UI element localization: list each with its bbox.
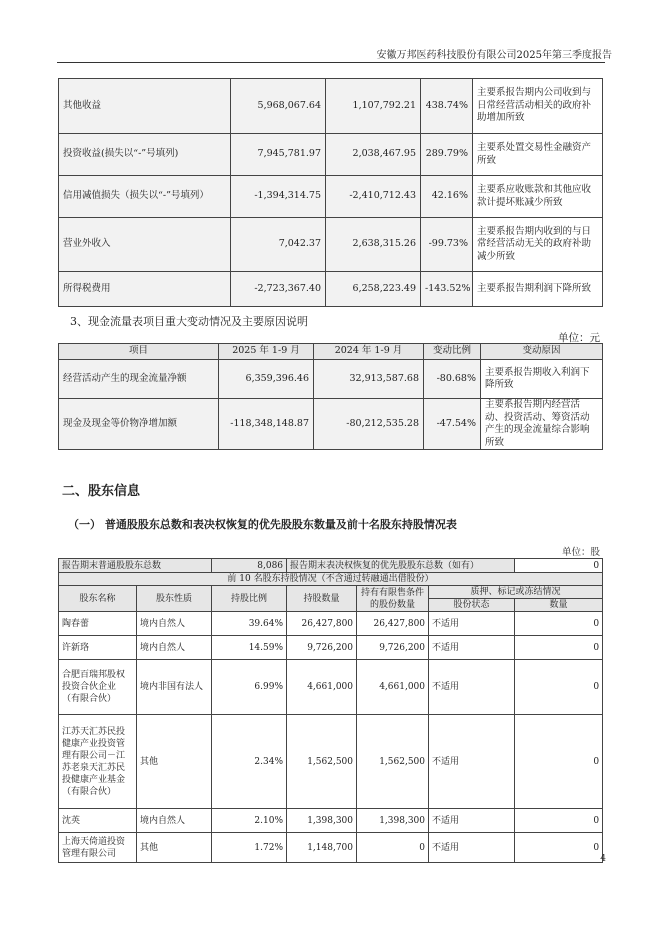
row-item: 投资收益(损失以“-”号填列): [59, 134, 231, 176]
row-current: -2,723,367.40: [231, 272, 326, 307]
table-row: [59, 833, 603, 863]
row-reason: 主要系报告期内经营活动、投资活动、筹资活动产生的现金流量综合影响所致: [481, 399, 603, 450]
row-item: 经营活动产生的现金流量净额: [59, 360, 219, 399]
col-header: 股东名称: [59, 586, 137, 612]
row-item: 所得税费用: [59, 272, 231, 307]
table-row: [59, 660, 603, 715]
row-change: -47.54%: [424, 399, 481, 450]
shareholder-ratio: 2.34%: [212, 715, 287, 809]
table-row: [59, 715, 603, 809]
shareholder-nature: 其他: [137, 715, 212, 809]
shareholder-name: 沈英: [59, 809, 137, 833]
unit-label: 单位：股: [561, 547, 600, 558]
table-row: [59, 218, 603, 272]
row-current: 5,968,067.64: [231, 79, 326, 134]
shareholder-status: 不适用: [429, 612, 515, 636]
shareholder-count: 0: [515, 660, 603, 715]
col-header: 变动比例: [424, 344, 481, 360]
shareholder-name: 合肥百瑞邦股权投资合伙企业（有限合伙）: [59, 660, 137, 715]
row-change: 289.79%: [421, 134, 473, 176]
shareholder-nature: 境内自然人: [137, 809, 212, 833]
col-header: 股份状态: [429, 599, 515, 612]
row-current: -1,394,314.75: [231, 176, 326, 218]
section-title: 二、股东信息: [62, 484, 141, 499]
col-header: 项目: [59, 344, 219, 360]
shareholder-count: 0: [515, 612, 603, 636]
col-header: 2024 年 1-9 月: [314, 344, 424, 360]
shareholder-qty: 26,427,800: [287, 612, 357, 636]
shareholder-name: 上海天倚道投资管理有限公司: [59, 833, 137, 863]
row-item: 现金及现金等价物净增加额: [59, 399, 219, 450]
row-reason: 主要系报告期内公司收到与日常经营活动相关的政府补助增加所致: [473, 79, 603, 134]
shareholder-restricted: 26,427,800: [357, 612, 429, 636]
shareholder-nature: 境内自然人: [137, 612, 212, 636]
row-prior: 6,258,223.49: [326, 272, 421, 307]
shareholder-status: 不适用: [429, 636, 515, 660]
row-reason: 主要系报告期收入利润下降所致: [481, 360, 603, 399]
shareholder-count: 0: [515, 636, 603, 660]
table-row: [59, 176, 603, 218]
table-row: [59, 272, 603, 307]
table-row: [59, 134, 603, 176]
shareholder-status: 不适用: [429, 715, 515, 809]
shareholder-restricted: 0: [357, 833, 429, 863]
shareholder-qty: 4,661,000: [287, 660, 357, 715]
unit-label: 单位：元: [558, 332, 600, 344]
col-header: 持股数量: [287, 586, 357, 612]
row-reason: 主要系报告期利润下降所致: [473, 272, 603, 307]
table-row: [59, 636, 603, 660]
caption-row: [59, 573, 603, 586]
table-row: [59, 360, 603, 399]
row-reason: 主要系应收账款和其他应收款计提坏账减少所致: [473, 176, 603, 218]
row-change: 42.16%: [421, 176, 473, 218]
row-item: 信用减值损失（损失以“-”号填列）: [59, 176, 231, 218]
col-header: 持有有限售条件的股份数量: [357, 586, 429, 612]
shareholder-name: 许新珞: [59, 636, 137, 660]
shareholder-nature: 其他: [137, 833, 212, 863]
shareholder-qty: 9,726,200: [287, 636, 357, 660]
shareholder-nature: 境内自然人: [137, 636, 212, 660]
row-current: 7,042.37: [231, 218, 326, 272]
table-row: [59, 809, 603, 833]
table-row: [59, 399, 603, 450]
subsection-title: （一） 普通股股东总数和表决权恢复的优先股股东数量及前十名股东持股情况表: [68, 518, 457, 531]
row-current: 7,945,781.97: [231, 134, 326, 176]
income-variance-table: [58, 78, 603, 307]
row-change: -80.68%: [424, 360, 481, 399]
shareholder-ratio: 1.72%: [212, 833, 287, 863]
row-change: -143.52%: [421, 272, 473, 307]
shareholder-ratio: 2.10%: [212, 809, 287, 833]
col-header: 2025 年 1-9 月: [219, 344, 314, 360]
table-row: [59, 612, 603, 636]
row-change: 438.74%: [421, 79, 473, 134]
pref-shareholders-value: 0: [515, 559, 603, 573]
table-header-row: [59, 586, 603, 599]
total-shareholders-value: 8,086: [212, 559, 287, 573]
page-number: 4: [600, 854, 606, 864]
shareholder-status: 不适用: [429, 809, 515, 833]
header-rule: [57, 62, 605, 63]
shareholder-name: 江苏天汇苏民投健康产业投资管理有限公司－江苏老泉天汇苏民投健康产业基金（有限合伙）: [59, 715, 137, 809]
total-shareholders-label: 报告期末普通股股东总数: [59, 559, 212, 573]
section-3-title: 3、现金流量表项目重大变动情况及主要原因说明: [70, 315, 308, 328]
row-prior: -2,410,712.43: [326, 176, 421, 218]
shareholder-restricted: 1,562,500: [357, 715, 429, 809]
col-header: 持股比例: [212, 586, 287, 612]
shareholder-count: 0: [515, 715, 603, 809]
pref-shareholders-label: 报告期末表决权恢复的优先股股东总数（如有）: [287, 559, 515, 573]
row-item: 其他收益: [59, 79, 231, 134]
row-prior: 32,913,587.68: [314, 360, 424, 399]
shareholder-qty: 1,562,500: [287, 715, 357, 809]
shareholder-qty: 1,398,300: [287, 809, 357, 833]
table-header-row: [59, 344, 603, 360]
row-prior: 1,107,792.21: [326, 79, 421, 134]
row-item: 营业外收入: [59, 218, 231, 272]
row-reason: 主要系报告期内收到的与日常经营活动无关的政府补助减少所致: [473, 218, 603, 272]
shareholder-qty: 1,148,700: [287, 833, 357, 863]
shareholder-ratio: 14.59%: [212, 636, 287, 660]
shareholder-nature: 境内非国有法人: [137, 660, 212, 715]
summary-row: [59, 559, 603, 573]
col-header: 变动原因: [481, 344, 603, 360]
col-header: 数量: [515, 599, 603, 612]
shareholder-status: 不适用: [429, 660, 515, 715]
row-reason: 主要系处置交易性金融资产所致: [473, 134, 603, 176]
row-prior: 2,038,467.95: [326, 134, 421, 176]
shareholder-restricted: 4,661,000: [357, 660, 429, 715]
report-header: 安徽万邦医药科技股份有限公司2025年第三季度报告: [376, 50, 612, 61]
row-current: 6,359,396.46: [219, 360, 314, 399]
col-header: 股东性质: [137, 586, 212, 612]
shareholder-name: 陶春蕾: [59, 612, 137, 636]
row-prior: -80,212,535.28: [314, 399, 424, 450]
shareholder-status: 不适用: [429, 833, 515, 863]
shareholder-ratio: 6.99%: [212, 660, 287, 715]
shareholder-table: [58, 558, 603, 863]
col-header: 质押、标记或冻结情况: [429, 586, 603, 599]
row-current: -118,348,148.87: [219, 399, 314, 450]
shareholder-count: 0: [515, 833, 603, 863]
row-prior: 2,638,315.26: [326, 218, 421, 272]
shareholder-ratio: 39.64%: [212, 612, 287, 636]
shareholder-restricted: 9,726,200: [357, 636, 429, 660]
table-row: [59, 79, 603, 134]
shareholder-restricted: 1,398,300: [357, 809, 429, 833]
row-change: -99.73%: [421, 218, 473, 272]
shareholder-count: 0: [515, 809, 603, 833]
top10-caption: 前 10 名股东持股情况（不含通过转融通出借股份）: [59, 573, 603, 586]
cashflow-variance-table: [58, 343, 603, 450]
